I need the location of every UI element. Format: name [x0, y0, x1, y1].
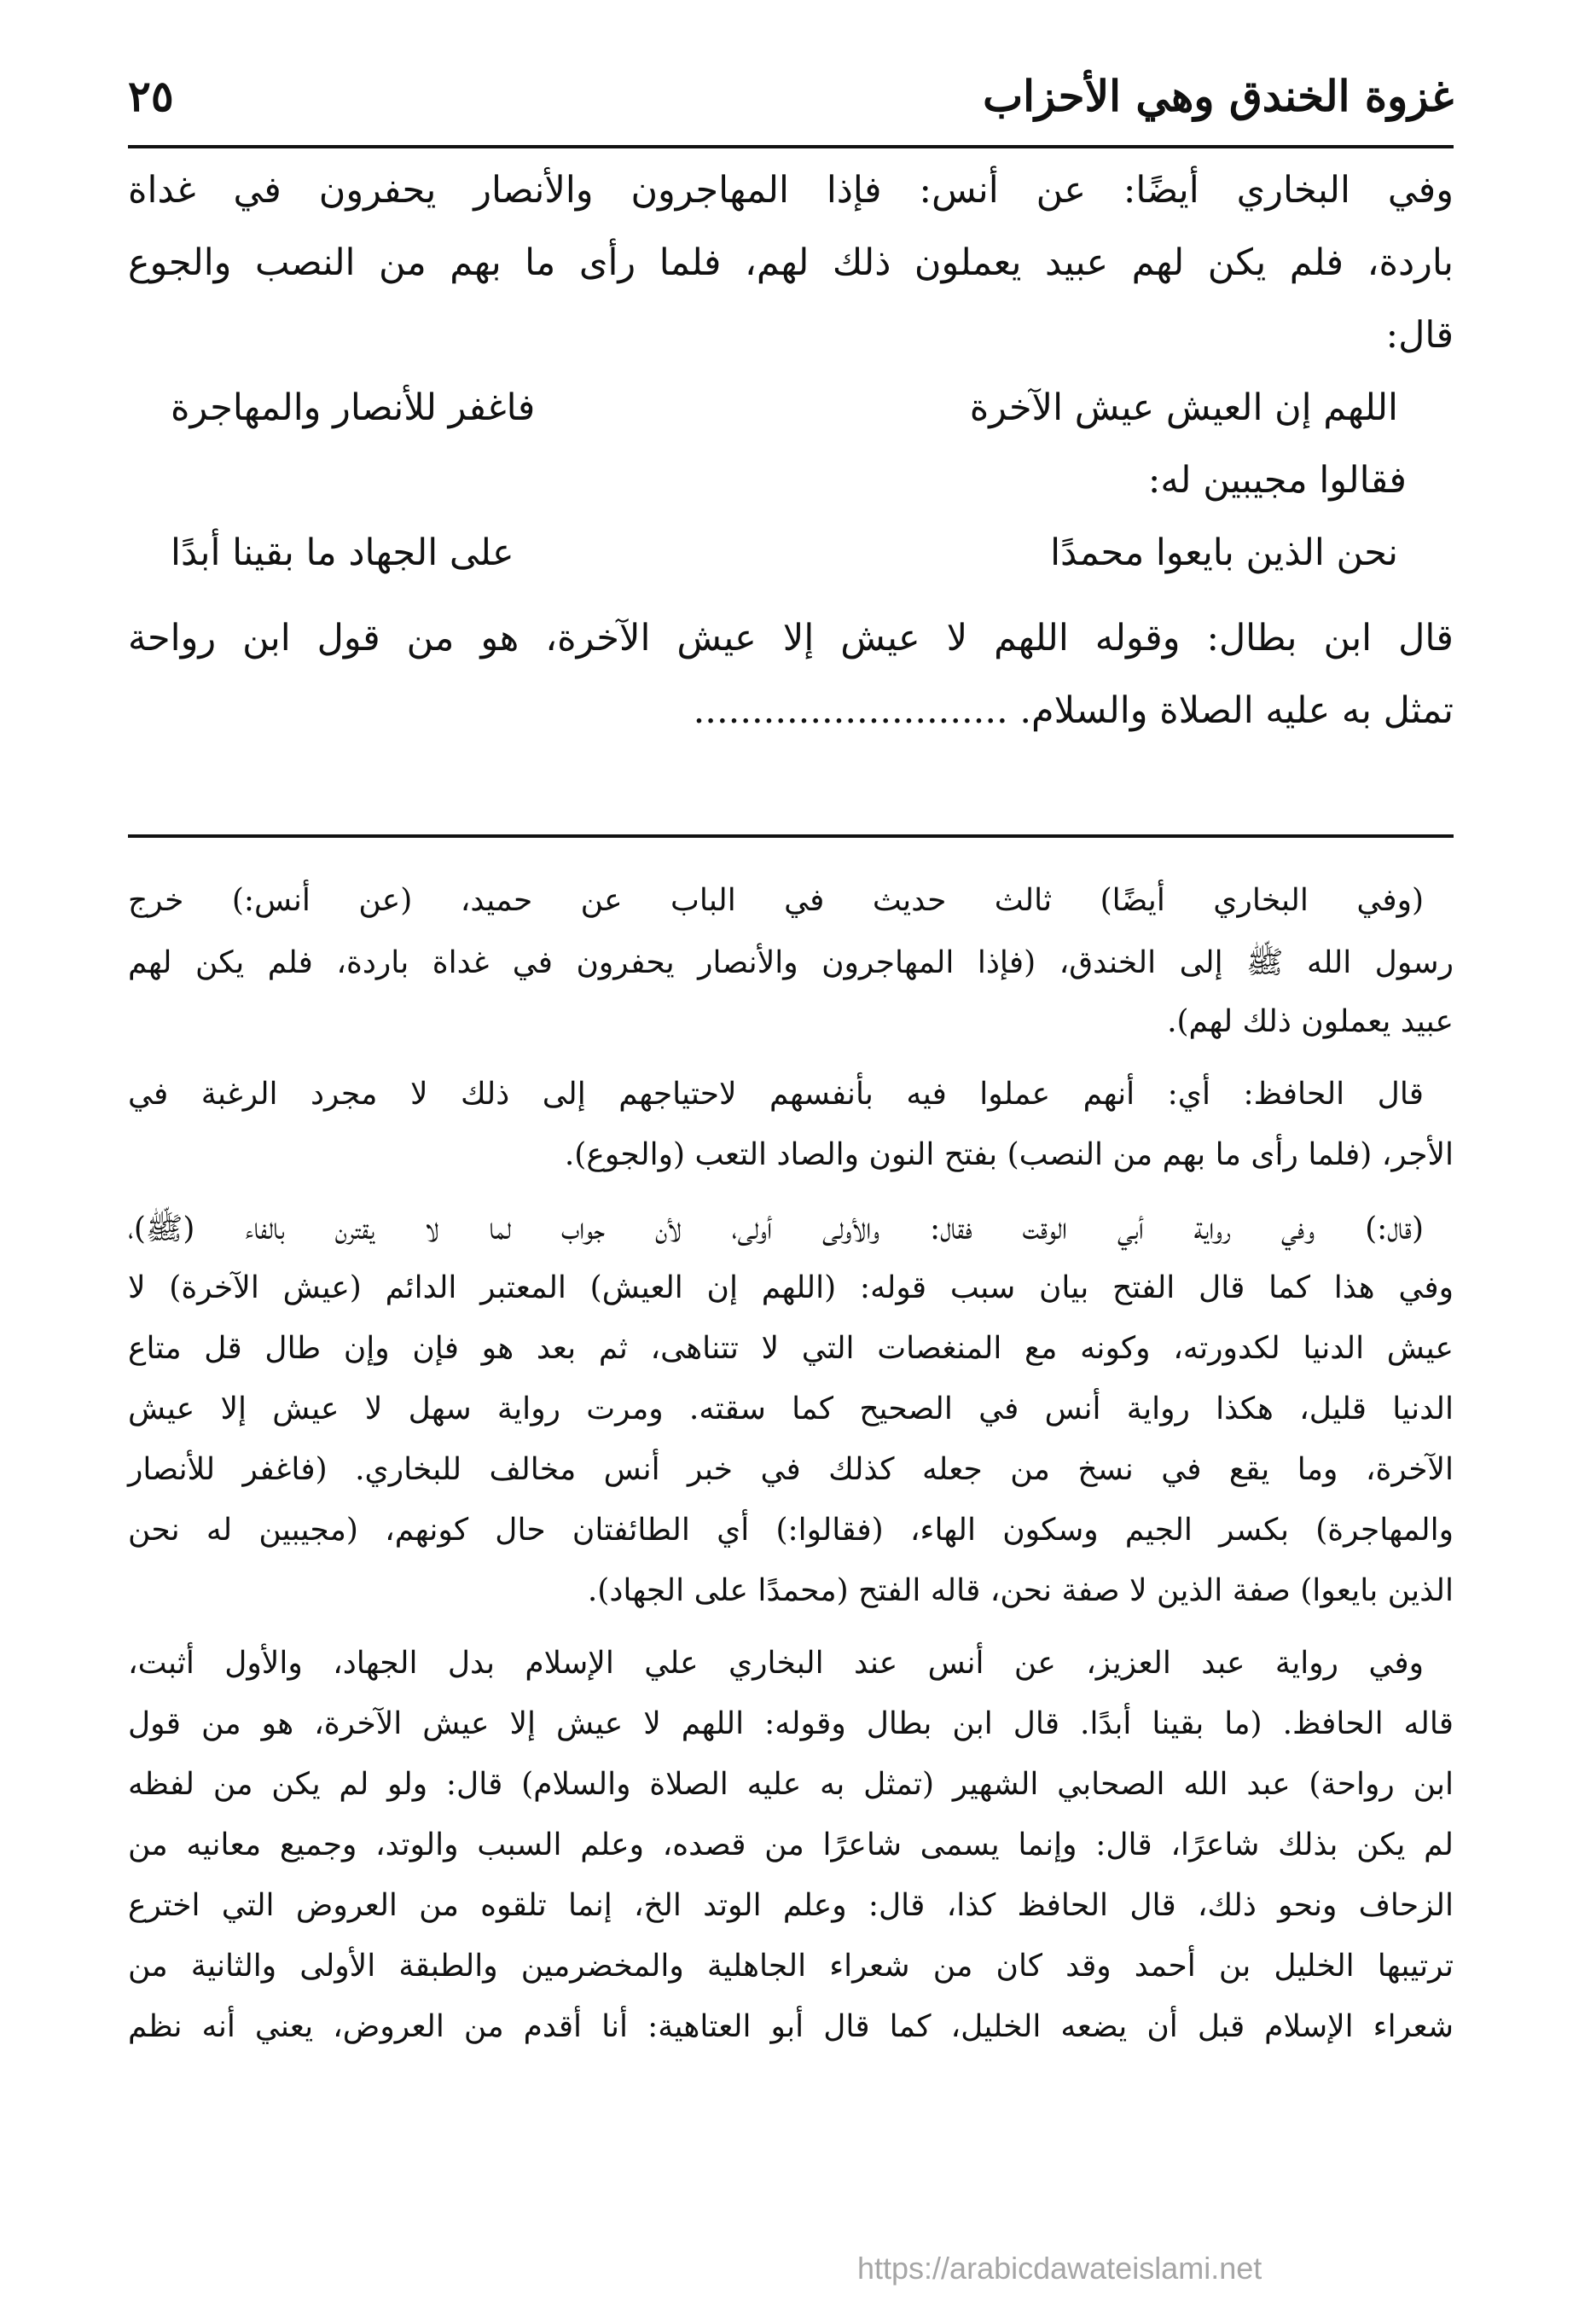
verse-intro: فقالوا مجيبين له:	[1147, 459, 1407, 502]
footnote-line: لم يكن بذلك شاعرًا، قال: وإنما يسمى شاعرًا من قصده، وعلم السبب والوتد، وجميع معانيه من	[128, 1827, 1454, 1862]
verse-1	[171, 386, 1398, 429]
verse-2	[171, 532, 1398, 574]
footnote-line: (وفي البخاري أيضًا) ثالث حديث في الباب عن حميد، (عن أنس:) خرج	[128, 883, 1424, 918]
body-line-1: وفي البخاري أيضًا: عن أنس: فإذا المهاجرون والأنصار يحفرون في غداة	[128, 169, 1454, 212]
footnote-line: الزحاف ونحو ذلك، قال الحافظ كذا، قال: وعلم الوتد الخ، إنما تلقوه من العروض التي اخترع	[128, 1888, 1454, 1923]
footnote-line: عيش الدنيا لكدورته، وكونه مع المنغصات التي لا تتناهى، ثم بعد هو فإن وإن طال قل متاع	[128, 1331, 1454, 1366]
chapter-title: غزوة الخندق وهي الأحزاب	[983, 71, 1454, 121]
verse-1-first-hemistich: اللهم إن العيش عيش الآخرة	[969, 386, 1398, 429]
body-line-4: قال ابن بطال: وقوله اللهم لا عيش إلا عيش الآخرة، هو من قول ابن رواحة	[128, 617, 1454, 659]
footnote-line: وفي رواية عبد العزيز، عن أنس عند البخاري علي الإسلام بدل الجهاد، والأول أثبت،	[128, 1646, 1424, 1681]
footnote-line: والمهاجرة) بكسر الجيم وسكون الهاء، (فقالوا:) أي الطائفتان حال كونهم، (مجيبين له نحن	[128, 1513, 1454, 1548]
footnote-line: عبيد يعملون ذلك لهم).	[1167, 1004, 1454, 1039]
footnote-line: الذين بايعوا) صفة الذين لا صفة نحن، قاله الفتح (محمدًا على الجهاد).	[587, 1573, 1454, 1608]
footnote-line: شعراء الإسلام قبل أن يضعه الخليل، كما قال أبو العتاهية: أنا أقدم من العروض، يعني أنه نظم	[128, 2009, 1454, 2044]
footnote-line: قاله الحافظ. (ما بقينا أبدًا. قال ابن بطال وقوله: اللهم لا عيش إلا عيش الآخرة، هو من قول	[128, 1706, 1454, 1741]
footnote-line: رسول الله ﷺ إلى الخندق، (فإذا المهاجرون والأنصار يحفرون في غداة باردة، فلم يكن لهم	[128, 945, 1454, 980]
footnote-line: ترتيبها الخليل بن أحمد وقد كان من شعراء الجاهلية والمخضرمين والطبقة الأولى والثانية من	[128, 1949, 1454, 1984]
footnote-line: الآخرة، وما يقع في نسخ من جعله كذلك في خبر أنس مخالف للبخاري. (فاغفر للأنصار	[128, 1452, 1454, 1487]
verse-2-first-hemistich: نحن الذين بايعوا محمدًا	[1050, 532, 1398, 574]
footnote-line: (قال:) وفي رواية أبي الوقت فقال: والأولى أولى، لأن جواب لما لا يقترن بالفاء (ﷺ)،	[128, 1211, 1424, 1246]
body-line-5: تمثل به عليه الصلاة والسلام. ...........................	[693, 689, 1454, 732]
source-watermark: https://arabicdawateislami.net	[857, 2251, 1262, 2286]
footnote-line: قال الحافظ: أي: أنهم عملوا فيه بأنفسهم لاحتياجهم إلى ذلك لا مجرد الرغبة في	[128, 1077, 1424, 1112]
footnote-line: ابن رواحة) عبد الله الصحابي الشهير (تمثل به عليه الصلاة والسلام) قال: ولو لم يكن من لفظه	[128, 1767, 1454, 1802]
running-header	[128, 64, 1454, 148]
body-line-3: قال:	[1385, 314, 1454, 357]
page-number: ٢٥	[128, 71, 174, 121]
footnote-line: الأجر، (فلما رأى ما بهم من النصب) بفتح النون والصاد التعب (والجوع).	[564, 1137, 1454, 1172]
verse-2-second-hemistich: على الجهاد ما بقينا أبدًا	[171, 532, 514, 574]
footnote-divider	[128, 834, 1454, 838]
verse-1-second-hemistich: فاغفر للأنصار والمهاجرة	[171, 386, 536, 429]
body-line-2: باردة، فلم يكن لهم عبيد يعملون ذلك لهم، فلما رأى ما بهم من النصب والجوع	[128, 241, 1454, 284]
footnote-line: وفي هذا كما قال الفتح بيان سبب قوله: (اللهم إن العيش) المعتبر الدائم (عيش الآخرة) لا	[128, 1270, 1454, 1305]
footnote-line: الدنيا قليل، هكذا رواية أنس في الصحيح كما سقته. ومرت رواية سهل لا عيش إلا عيش	[128, 1391, 1454, 1426]
